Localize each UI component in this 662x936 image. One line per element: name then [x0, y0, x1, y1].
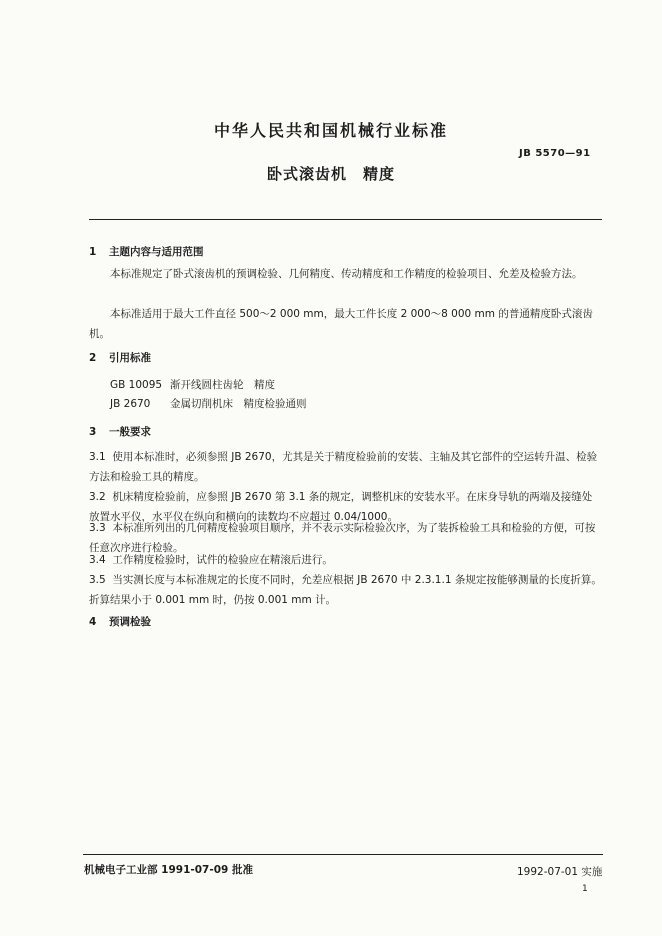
- approval-date: 机械电子工业部 1991-07-09 批准: [84, 864, 253, 876]
- clause-3-5: [89, 570, 602, 610]
- clause-text: 工作精度检验时，试件的检验应在精滚后进行。: [112, 554, 333, 566]
- section-1-heading: [89, 244, 204, 259]
- document-title: 卧式滚齿机 精度: [266, 165, 395, 183]
- section-title: 一般要求: [109, 426, 151, 438]
- standard-number: JB 5570—91: [519, 148, 591, 159]
- header-divider: [89, 219, 602, 220]
- section-title: 预调检验: [109, 616, 151, 628]
- clause-number: 3.1: [89, 451, 106, 463]
- section-title: 引用标准: [109, 352, 151, 364]
- section-4-heading: [89, 614, 151, 629]
- clause-text: 本标准所列出的几何精度检验项目顺序，并不表示实际检验次序，为了装拆检验工具和检验的方便，可按任意次序进行检验。: [89, 522, 596, 554]
- page-number: 1: [582, 884, 588, 894]
- reference-item: [110, 377, 275, 392]
- clause-text: 使用本标准时，必须参照 JB 2670，尤其是关于精度检验前的安装、主轴及其它部件的空运转升温、检验方法和检验工具的精度。: [89, 451, 598, 483]
- clause-number: 3.5: [89, 574, 106, 586]
- reference-name: 金属切削机床 精度检验通则: [170, 398, 307, 410]
- section-number: 3: [89, 426, 97, 438]
- section-1-paragraph-1: 本标准规定了卧式滚齿机的预调检验、几何精度、传动精度和工作精度的检验项目、允差及检验方法。: [110, 268, 583, 280]
- clause-3-1: [89, 447, 602, 487]
- clause-text: 机床精度检验前，应参照 JB 2670 第 3.1 条的规定，调整机床的安装水平。在床身导轨的两端及接缝处放置水平仪，水平仪在纵向和横向的读数均不应超过 0.04/1000。: [89, 491, 593, 523]
- section-2-heading: [89, 350, 151, 365]
- section-number: 2: [89, 352, 97, 364]
- reference-item: [110, 396, 307, 411]
- reference-code: GB 10095: [110, 379, 163, 391]
- clause-3-4: [89, 550, 602, 570]
- section-number: 1: [89, 246, 97, 258]
- reference-code: JB 2670: [110, 398, 151, 410]
- clause-number: 3.2: [89, 491, 106, 503]
- reference-name: 渐开线圆柱齿轮 精度: [170, 379, 275, 391]
- section-title: 主题内容与适用范围: [109, 246, 204, 258]
- section-3-heading: [89, 424, 151, 439]
- implementation-date: 1992-07-01 实施: [517, 866, 603, 878]
- clause-number: 3.4: [89, 554, 106, 566]
- section-1-paragraph-2: 本标准适用于最大工件直径 500～2 000 mm，最大工件长度 2 000～8 000 mm 的普通精度卧式滚齿机。: [89, 308, 593, 340]
- footer-divider: [83, 854, 603, 855]
- clause-number: 3.3: [89, 522, 106, 534]
- clause-text: 当实测长度与本标准规定的长度不同时，允差应根据 JB 2670 中 2.3.1.1 条规定按能够测量的长度折算。折算结果小于 0.001 mm 时，仍按 0.001 mm 计。: [89, 574, 602, 606]
- section-number: 4: [89, 616, 97, 628]
- issuing-organization: 中华人民共和国机械行业标准: [213, 121, 448, 140]
